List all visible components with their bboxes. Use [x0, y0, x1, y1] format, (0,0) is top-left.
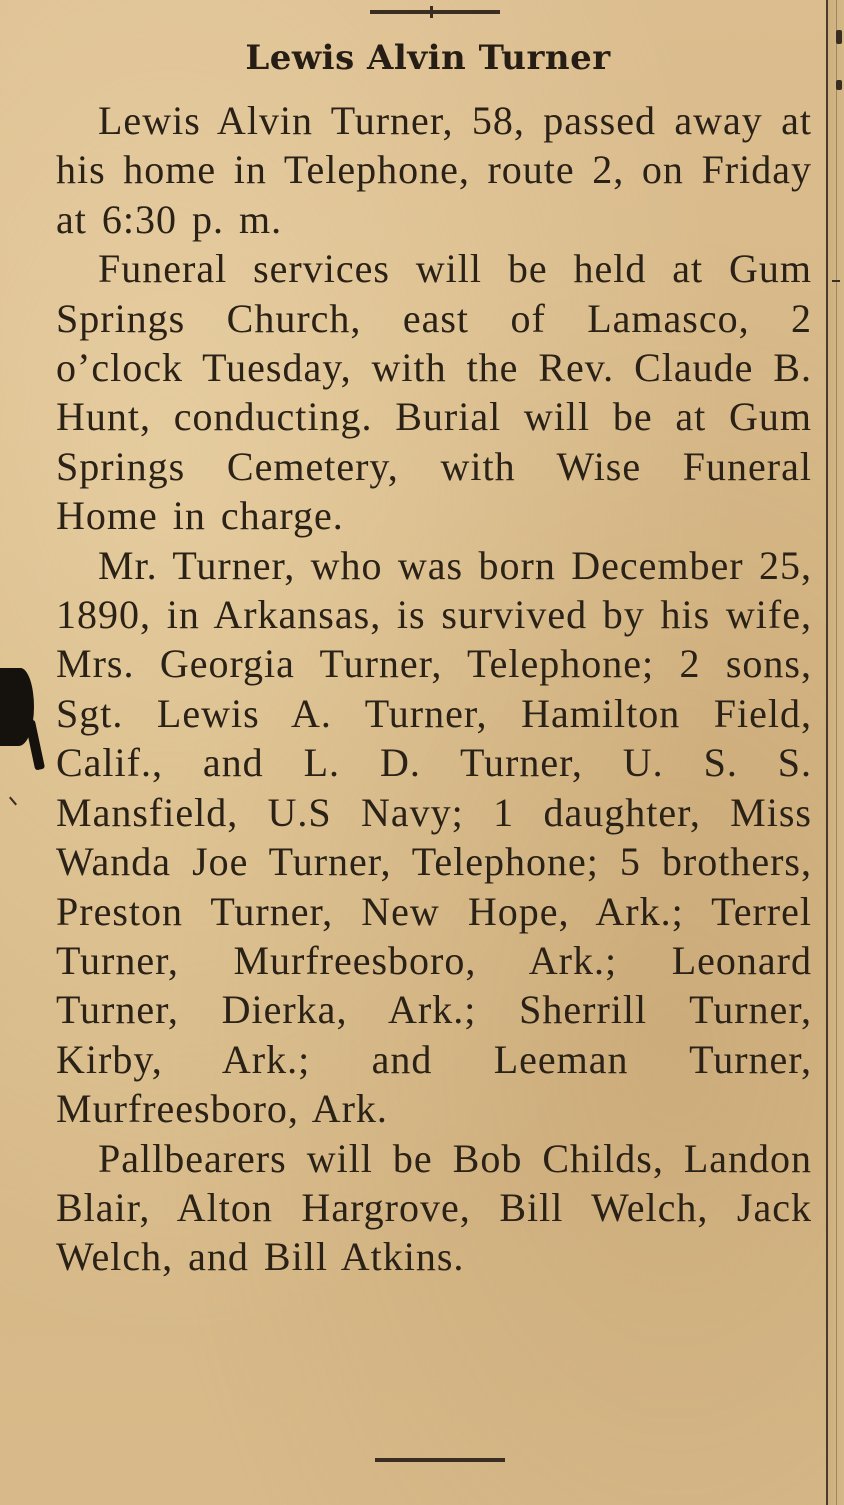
paragraph-funeral-services: Funeral services will be held at Gum Springs Church, east of Lamasco, 2 o’clock Tuesday, with the Rev. Claude B. Hunt, conducting. Burial will be at Gum Springs Cemetery, with Wise Funeral Home in charge. [56, 246, 812, 539]
ink-speck-mark [9, 797, 17, 806]
top-separator-ornament [430, 6, 433, 18]
bottom-separator-rule [375, 1458, 505, 1462]
column-divider-rule-secondary [836, 0, 837, 1505]
adjacent-column-fragment [836, 80, 842, 90]
paragraph-death-notice: Lewis Alvin Turner, 58, passed away at his home in Telephone, route 2, on Friday at 6:30 p. m. [56, 98, 812, 242]
obituary-headline: Lewis Alvin Turner [245, 38, 611, 78]
adjacent-column-fragment [832, 280, 840, 282]
paragraph-pallbearers: Pallbearers will be Bob Childs, Landon Blair, Alton Hargrove, Bill Welch, Jack Welch, and Bill Atkins. [56, 1135, 812, 1280]
column-divider-rule [826, 0, 828, 1505]
ink-blot-mark [25, 720, 45, 771]
top-separator-rule [370, 10, 500, 14]
obituary-body [56, 96, 812, 1282]
paragraph-survivors: Mr. Turner, who was born December 25, 1890, in Arkansas, is survived by his wife, Mrs. Georgia Turner, Telephone; 2 sons, Sgt. Lewis A. Turner, Hamilton Field, Calif., and L. D. Turner, U. S. S. Mansfield, U.S Navy; 1 daughter, Miss Wanda Joe Turner, Telephone; 5 brothers, Preston Turner, New Hope, Ark.; Terrel Turner, Murfreesboro, Ark.; Leonard Turner, Dierka, Ark.; Sherrill Turner, Kirby, Ark.; and Leeman Turner, Murfreesboro, Ark. [56, 542, 812, 1132]
